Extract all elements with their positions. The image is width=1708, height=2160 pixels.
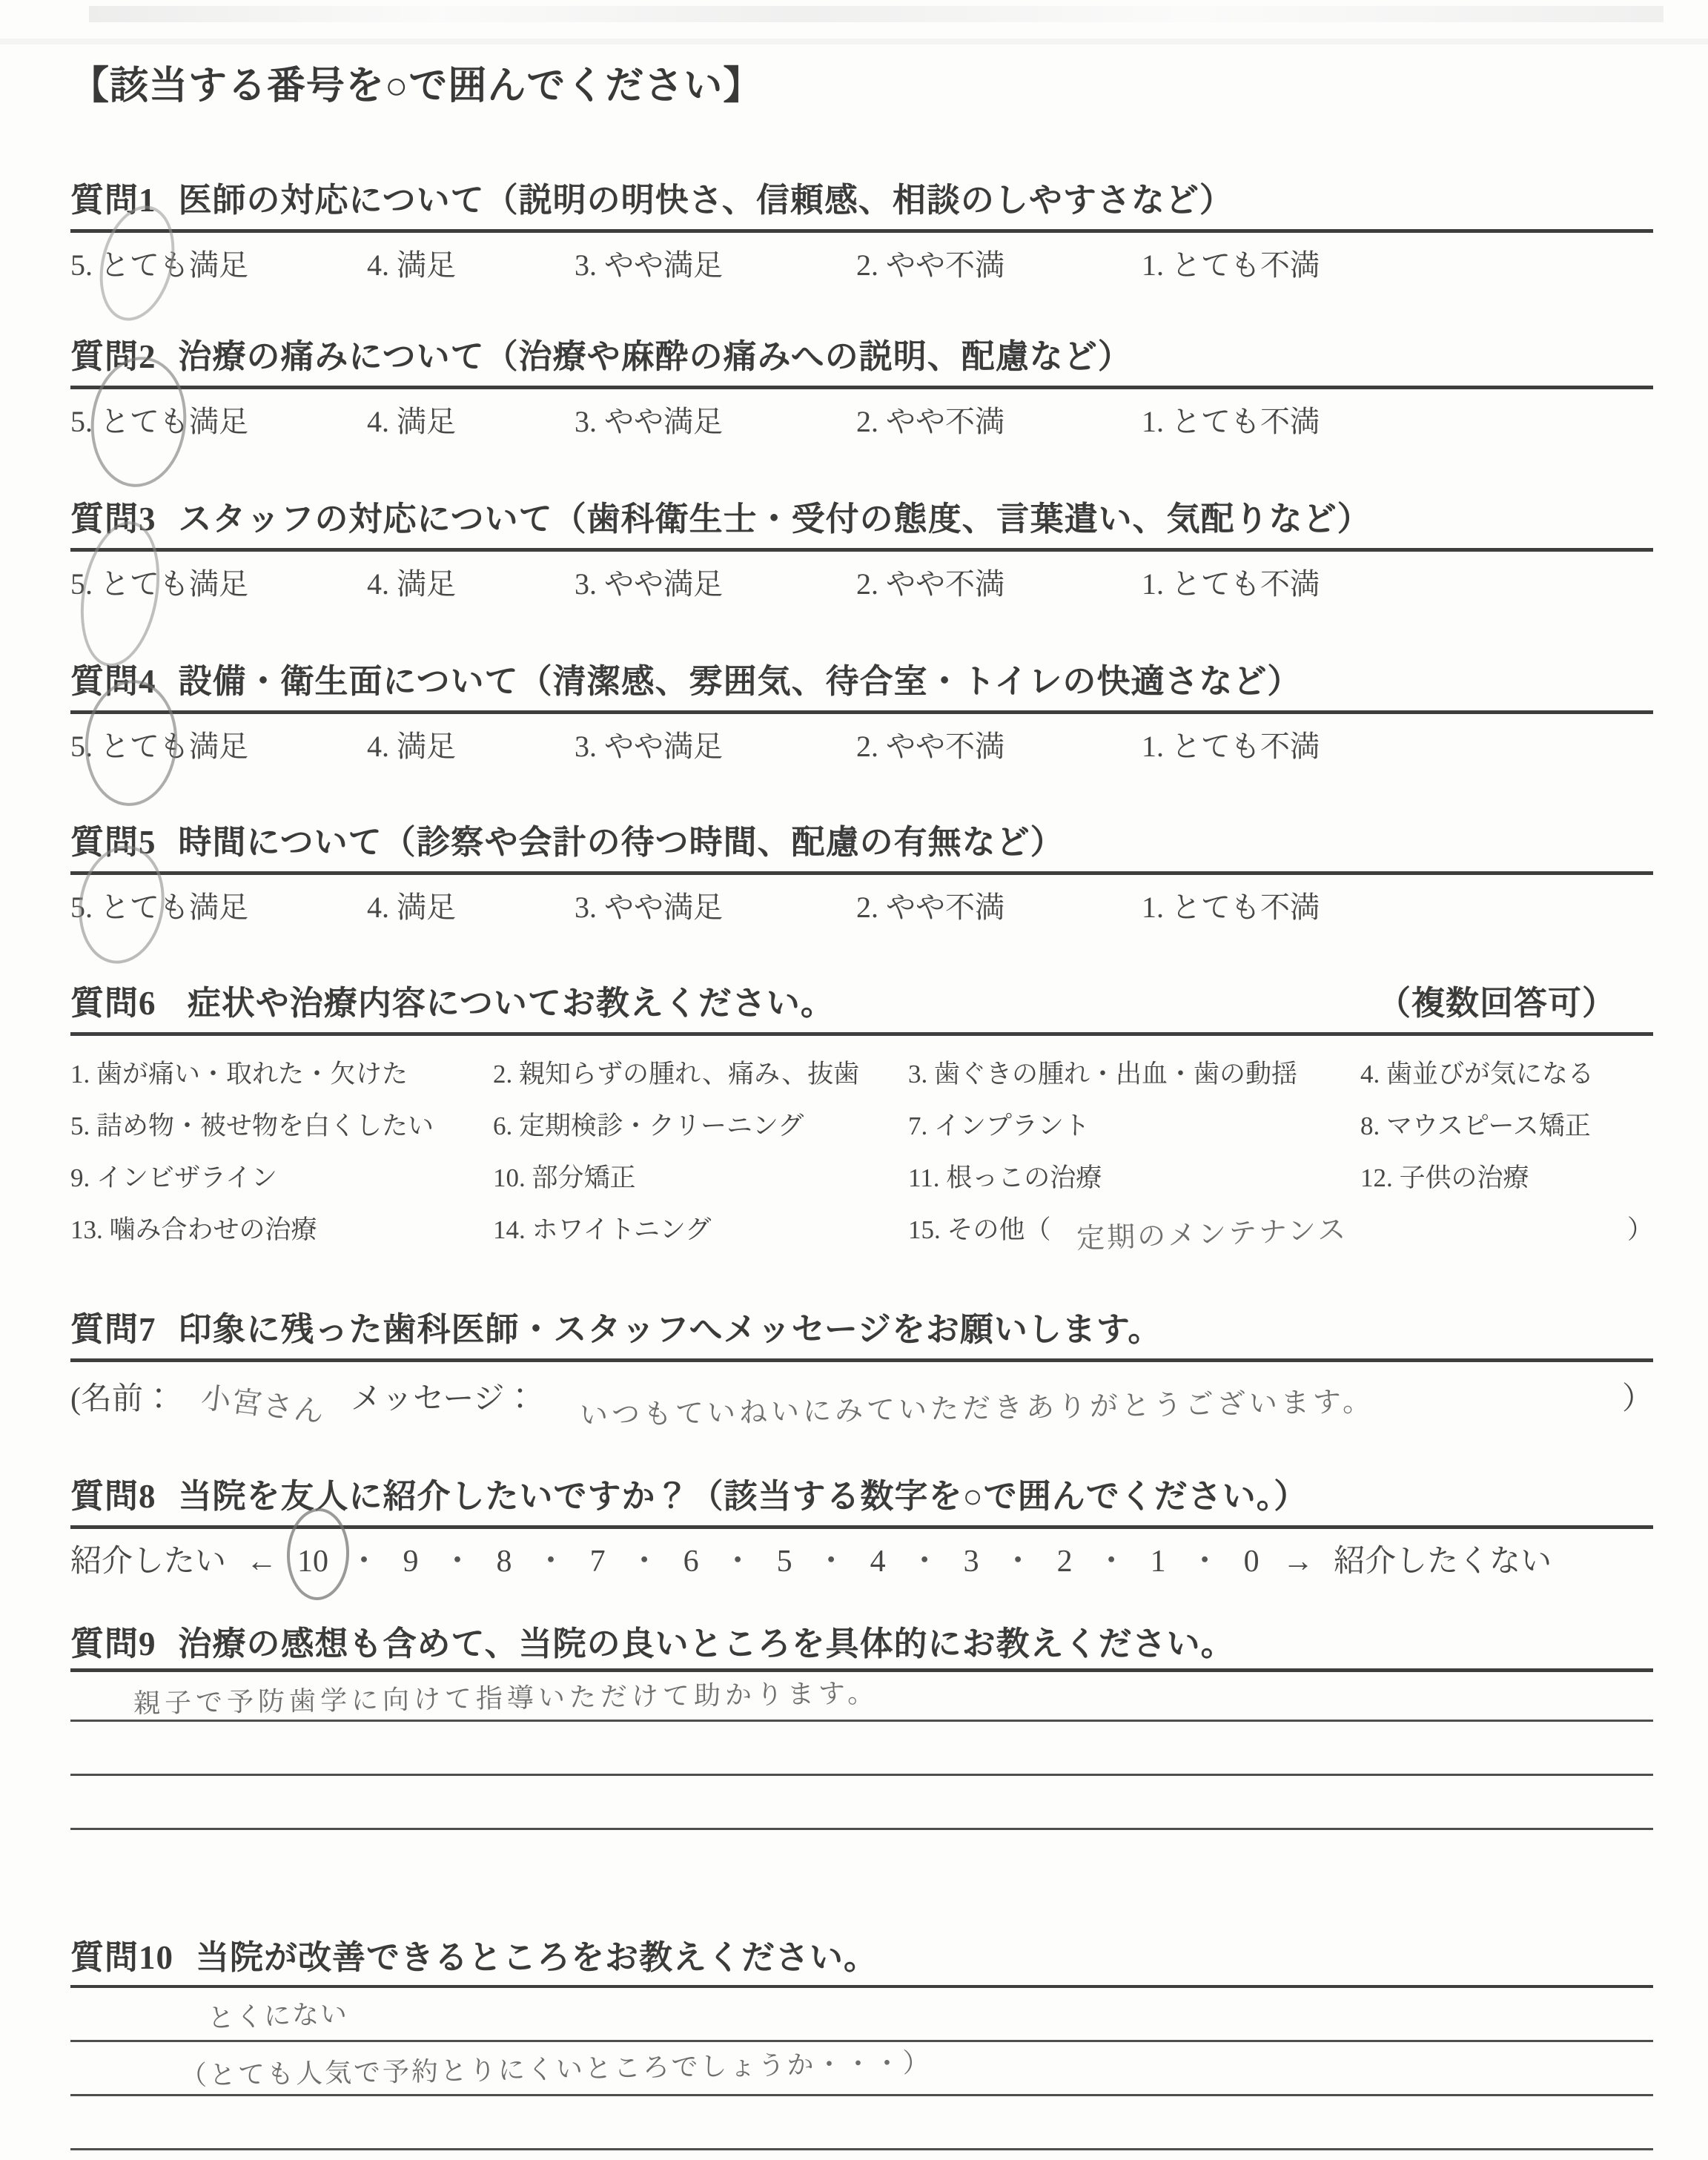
header-rule — [70, 1032, 1653, 1036]
question-4-section — [70, 661, 1653, 764]
option-somewhat-satisfied: 3. やや満足 — [575, 405, 723, 438]
question-3-title: スタッフの対応について（歯科衛生士・受付の態度、言葉遣い、気配りなど） — [178, 501, 1371, 538]
question-5-title: 時間について（診察や会計の待つ時間、配慮の有無など） — [178, 824, 1065, 861]
question-6-title-wrap — [70, 983, 835, 1023]
question-1-header — [70, 180, 1653, 220]
option-very-satisfied: 5. とても満足 — [70, 730, 248, 763]
option-somewhat-dissatisfied: 2. やや不満 — [856, 248, 1004, 282]
handwritten-staff-name: 小宮さん — [199, 1380, 328, 1430]
symptom-item-15-other — [908, 1205, 1653, 1255]
question-1-section — [70, 180, 1653, 283]
scale-number-1: 1 — [1150, 1545, 1166, 1579]
left-arrow-icon: ← — [246, 1545, 278, 1579]
option-somewhat-satisfied: 3. やや満足 — [575, 248, 723, 282]
scale-number-5: 5 — [776, 1545, 792, 1579]
scale-right-label: 紹介したくない — [1334, 1545, 1552, 1579]
header-rule — [70, 386, 1653, 389]
answer-line — [70, 2150, 1653, 2160]
scale-number-10: 10 — [297, 1545, 329, 1579]
header-rule — [70, 548, 1653, 552]
question-9-header — [70, 1624, 1653, 1664]
scale-number-9: 9 — [403, 1545, 419, 1579]
question-7-label: 質問7 — [70, 1311, 156, 1348]
question-5-section — [70, 822, 1653, 925]
question-10-title: 当院が改善できるところをお教えください。 — [196, 1939, 878, 1976]
symptom-item-10: 10. 部分矯正 — [493, 1163, 636, 1192]
scale-left-label: 紹介したい — [70, 1545, 227, 1579]
option-very-satisfied: 5. とても満足 — [70, 405, 248, 438]
option-satisfied: 4. 満足 — [367, 891, 456, 924]
name-field-label: (名前： — [70, 1382, 174, 1416]
question-5-label: 質問5 — [70, 824, 156, 861]
form-content — [70, 0, 1653, 2160]
dot-separator: ・ — [1189, 1545, 1221, 1579]
question-4-label: 質問4 — [70, 663, 156, 700]
option-very-dissatisfied: 1. とても不満 — [1142, 567, 1320, 601]
header-rule — [70, 1525, 1653, 1529]
message-row — [70, 1380, 1653, 1432]
option-satisfied: 4. 満足 — [367, 248, 456, 282]
question-1-label: 質問1 — [70, 182, 156, 219]
question-2-label: 質問2 — [70, 338, 156, 375]
question-8-section — [70, 1476, 1653, 1581]
question-8-header — [70, 1476, 1653, 1516]
answer-line — [70, 2042, 1653, 2096]
symptom-item-5: 5. 詰め物・被せ物を白くしたい — [70, 1112, 434, 1140]
option-very-satisfied: 5. とても満足 — [70, 891, 248, 924]
symptom-item-3: 3. 歯ぐきの腫れ・出血・歯の動揺 — [908, 1060, 1298, 1089]
dot-separator: ・ — [348, 1545, 380, 1579]
other-option-close-paren: ） — [1626, 1215, 1653, 1244]
question-9-label: 質問9 — [70, 1625, 156, 1662]
dot-separator: ・ — [815, 1545, 847, 1579]
header-rule — [70, 871, 1653, 875]
question-10-header — [70, 1938, 1653, 1978]
dot-separator: ・ — [722, 1545, 754, 1579]
nps-scale-row — [70, 1542, 1653, 1581]
question-1-options — [70, 248, 1653, 283]
question-5-header — [70, 822, 1653, 862]
dot-separator: ・ — [1002, 1545, 1034, 1579]
question-1-title: 医師の対応について（説明の明快さ、信頼感、相談のしやすさなど） — [178, 182, 1234, 219]
question-7-title: 印象に残った歯科医師・スタッフへメッセージをお願いします。 — [178, 1311, 1162, 1348]
option-satisfied: 4. 満足 — [367, 405, 456, 438]
symptom-item-13: 13. 噛み合わせの治療 — [70, 1215, 317, 1244]
scale-number-0: 0 — [1243, 1545, 1260, 1579]
question-6-header — [70, 983, 1653, 1023]
answer-line — [70, 1672, 1653, 1722]
question-2-options — [70, 404, 1653, 440]
symptom-item-4: 4. 歯並びが気になる — [1360, 1060, 1595, 1089]
symptom-item-9: 9. インビザライン — [70, 1163, 277, 1192]
option-somewhat-satisfied: 3. やや満足 — [575, 730, 723, 763]
symptom-item-8: 8. マウスピース矯正 — [1360, 1112, 1591, 1140]
symptom-item-2: 2. 親知らずの腫れ、痛み、抜歯 — [493, 1060, 860, 1089]
question-3-header — [70, 499, 1653, 539]
option-satisfied: 4. 満足 — [367, 730, 456, 763]
symptom-item-14: 14. ホワイトニング — [493, 1215, 712, 1244]
option-somewhat-dissatisfied: 2. やや不満 — [856, 405, 1004, 438]
scale-number-6: 6 — [683, 1545, 699, 1579]
header-rule — [70, 229, 1653, 233]
question-3-section — [70, 499, 1653, 602]
question-3-label: 質問3 — [70, 501, 156, 538]
dot-separator: ・ — [535, 1545, 567, 1579]
close-paren: ） — [1621, 1382, 1653, 1416]
question-4-header — [70, 661, 1653, 701]
question-8-title: 当院を友人に紹介したいですか？（該当する数字を○で囲んでください。） — [178, 1478, 1308, 1515]
answer-line — [70, 1988, 1653, 2042]
answer-line — [70, 1722, 1653, 1776]
question-2-section — [70, 337, 1653, 440]
symptom-item-7: 7. インプラント — [908, 1112, 1090, 1140]
option-satisfied: 4. 満足 — [367, 567, 456, 601]
question-3-options — [70, 567, 1653, 602]
handwritten-answer: （とても人気で予約とりにくいところでしょうか・・・） — [179, 2047, 932, 2092]
scale-number-7: 7 — [589, 1545, 606, 1579]
question-5-options — [70, 890, 1653, 925]
scale-number-8: 8 — [496, 1545, 512, 1579]
scale-number-4: 4 — [870, 1545, 886, 1579]
form-title: 【該当する番号を○で囲んでください】 — [70, 65, 763, 108]
symptom-item-6: 6. 定期検診・クリーニング — [493, 1112, 804, 1140]
question-10-section — [70, 1938, 1653, 2160]
option-very-dissatisfied: 1. とても不満 — [1142, 730, 1320, 763]
option-very-dissatisfied: 1. とても不満 — [1142, 891, 1320, 924]
question-4-options — [70, 729, 1653, 764]
right-arrow-icon: → — [1282, 1545, 1314, 1579]
option-somewhat-dissatisfied: 2. やや不満 — [856, 730, 1004, 763]
handwritten-answer: とくにない — [207, 1998, 349, 2035]
question-6-label: 質問6 — [70, 985, 156, 1022]
answer-line — [70, 2096, 1653, 2150]
question-2-header — [70, 337, 1653, 377]
dot-separator: ・ — [629, 1545, 661, 1579]
header-rule — [70, 710, 1653, 714]
question-4-title: 設備・衛生面について（清潔感、雰囲気、待合室・トイレの快適さなど） — [178, 663, 1302, 700]
option-somewhat-satisfied: 3. やや満足 — [575, 891, 723, 924]
handwritten-message: いつもていねいにみていただきありがとうございます。 — [580, 1384, 1375, 1432]
question-10-label: 質問10 — [70, 1939, 174, 1976]
option-very-satisfied: 5. とても満足 — [70, 248, 248, 282]
question-8-label: 質問8 — [70, 1478, 156, 1515]
dot-separator: ・ — [909, 1545, 941, 1579]
option-somewhat-dissatisfied: 2. やや不満 — [856, 891, 1004, 924]
question-7-header — [70, 1309, 1653, 1350]
answer-line — [70, 1776, 1653, 1830]
handwritten-answer: 親子で予防歯学に向けて指導いただけて助かります。 — [133, 1678, 879, 1720]
scale-number-10-wrap — [297, 1542, 328, 1581]
scale-number-2: 2 — [1056, 1545, 1073, 1579]
scale-number-3: 3 — [963, 1545, 979, 1579]
symptom-item-12: 12. 子供の治療 — [1360, 1163, 1529, 1192]
message-field-label: メッセージ： — [351, 1382, 536, 1416]
option-somewhat-dissatisfied: 2. やや不満 — [856, 567, 1004, 601]
question-7-section — [70, 1309, 1653, 1432]
question-6-title: 症状や治療内容についてお教えください。 — [187, 985, 835, 1022]
symptom-options-grid — [70, 1046, 1653, 1254]
question-9-section — [70, 1624, 1653, 1830]
symptom-item-1: 1. 歯が痛い・取れた・欠けた — [70, 1060, 408, 1089]
dot-separator: ・ — [1096, 1545, 1128, 1579]
multiple-answers-note: （複数回答可） — [1377, 985, 1616, 1022]
option-very-satisfied: 5. とても満足 — [70, 567, 248, 601]
question-2-title: 治療の痛みについて（治療や麻酔の痛みへの説明、配慮など） — [178, 338, 1132, 375]
handwritten-other-answer: 定期のメンテナンス — [1075, 1212, 1348, 1255]
other-option-label: 15. その他（ — [908, 1215, 1051, 1244]
option-very-dissatisfied: 1. とても不満 — [1142, 405, 1320, 438]
option-somewhat-satisfied: 3. やや満足 — [575, 567, 723, 601]
dot-separator: ・ — [442, 1545, 474, 1579]
header-rule — [70, 1358, 1653, 1362]
question-9-title: 治療の感想も含めて、当院の良いところを具体的にお教えください。 — [178, 1625, 1235, 1662]
option-very-dissatisfied: 1. とても不満 — [1142, 248, 1320, 282]
question-6-section — [70, 983, 1653, 1254]
symptom-item-11: 11. 根っこの治療 — [908, 1163, 1102, 1192]
